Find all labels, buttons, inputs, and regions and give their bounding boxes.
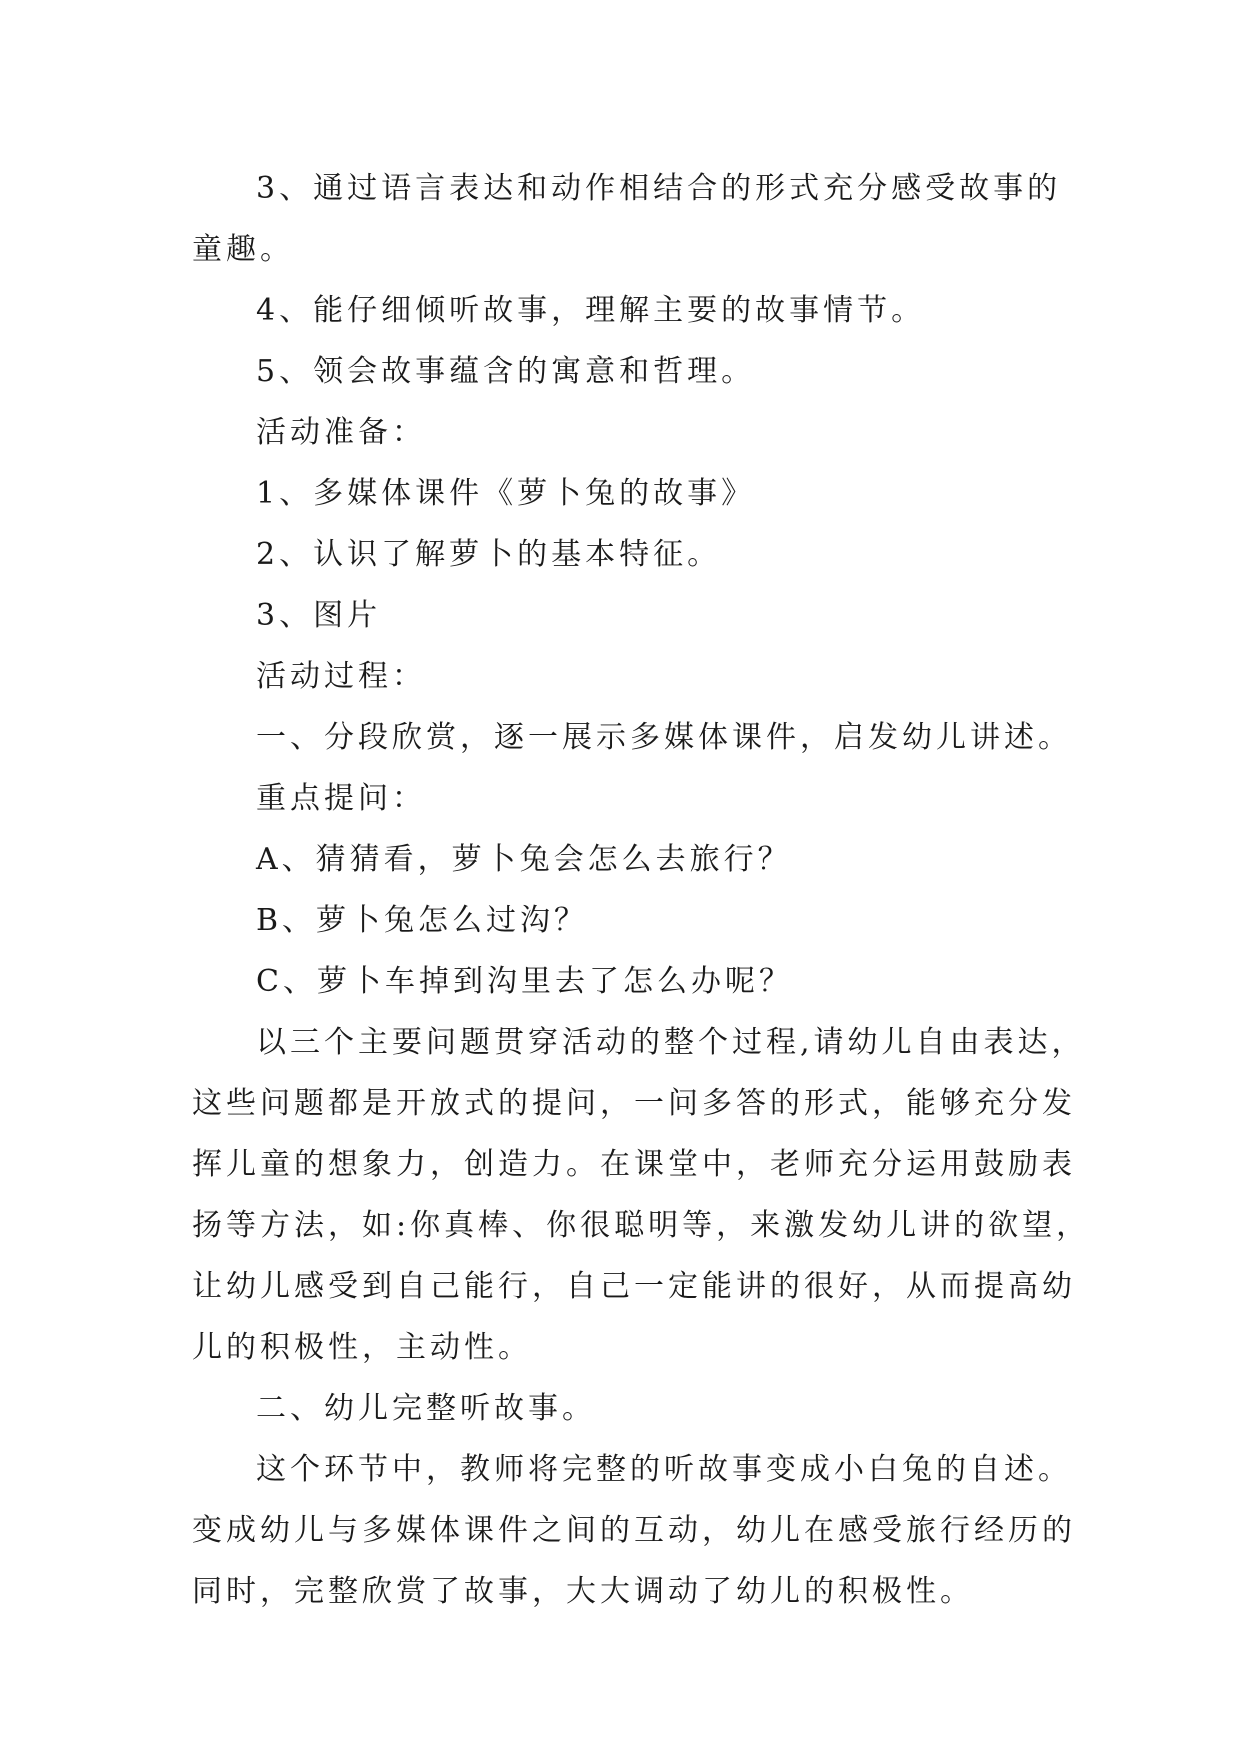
step-2: 二、幼儿完整听故事。 — [256, 1391, 596, 1426]
step-1: 一、分段欣赏，逐一展示多媒体课件，启发幼儿讲述。 — [256, 720, 1072, 755]
paragraph-1-line-6: 儿的积极性，主动性。 — [192, 1330, 532, 1365]
goal-4: 4、能仔细倾听故事，理解主要的故事情节。 — [256, 293, 926, 328]
question-b: B、萝卜兔怎么过沟？ — [256, 903, 589, 938]
goal-5: 5、领会故事蕴含的寓意和哲理。 — [256, 354, 756, 389]
prep-item-1: 1、多媒体课件《萝卜兔的故事》 — [256, 476, 756, 511]
prep-heading: 活动准备： — [256, 415, 426, 450]
paragraph-1-line-4: 扬等方法，如:你真棒、你很聪明等，来激发幼儿讲的欲望， — [192, 1208, 1091, 1243]
question-c: C、萝卜车掉到沟里去了怎么办呢？ — [256, 964, 793, 999]
goal-3-line-2: 童趣。 — [192, 232, 294, 267]
question-a: A、猜猜看，萝卜兔会怎么去旅行？ — [256, 842, 792, 877]
document-body — [192, 158, 1091, 1622]
key-questions-heading: 重点提问： — [256, 781, 426, 816]
paragraph-1-line-2: 这些问题都是开放式的提问，一问多答的形式，能够充分发 — [192, 1086, 1076, 1121]
goal-3-line-1: 3、通过语言表达和动作相结合的形式充分感受故事的 — [256, 171, 1062, 206]
paragraph-1-line-5: 让幼儿感受到自己能行，自己一定能讲的很好，从而提高幼 — [192, 1269, 1076, 1304]
prep-item-2: 2、认识了解萝卜的基本特征。 — [256, 537, 722, 572]
paragraph-1-line-1: 以三个主要问题贯穿活动的整个过程,请幼儿自由表达， — [256, 1025, 1086, 1060]
paragraph-1-line-3: 挥儿童的想象力，创造力。在课堂中，老师充分运用鼓励表 — [192, 1147, 1076, 1182]
paragraph-2-line-1: 这个环节中，教师将完整的听故事变成小白兔的自述。 — [256, 1452, 1072, 1487]
process-heading: 活动过程： — [256, 659, 426, 694]
prep-item-3: 3、图片 — [256, 598, 382, 633]
paragraph-2-line-3: 同时，完整欣赏了故事，大大调动了幼儿的积极性。 — [192, 1574, 974, 1609]
paragraph-2-line-2: 变成幼儿与多媒体课件之间的互动，幼儿在感受旅行经历的 — [192, 1513, 1076, 1548]
